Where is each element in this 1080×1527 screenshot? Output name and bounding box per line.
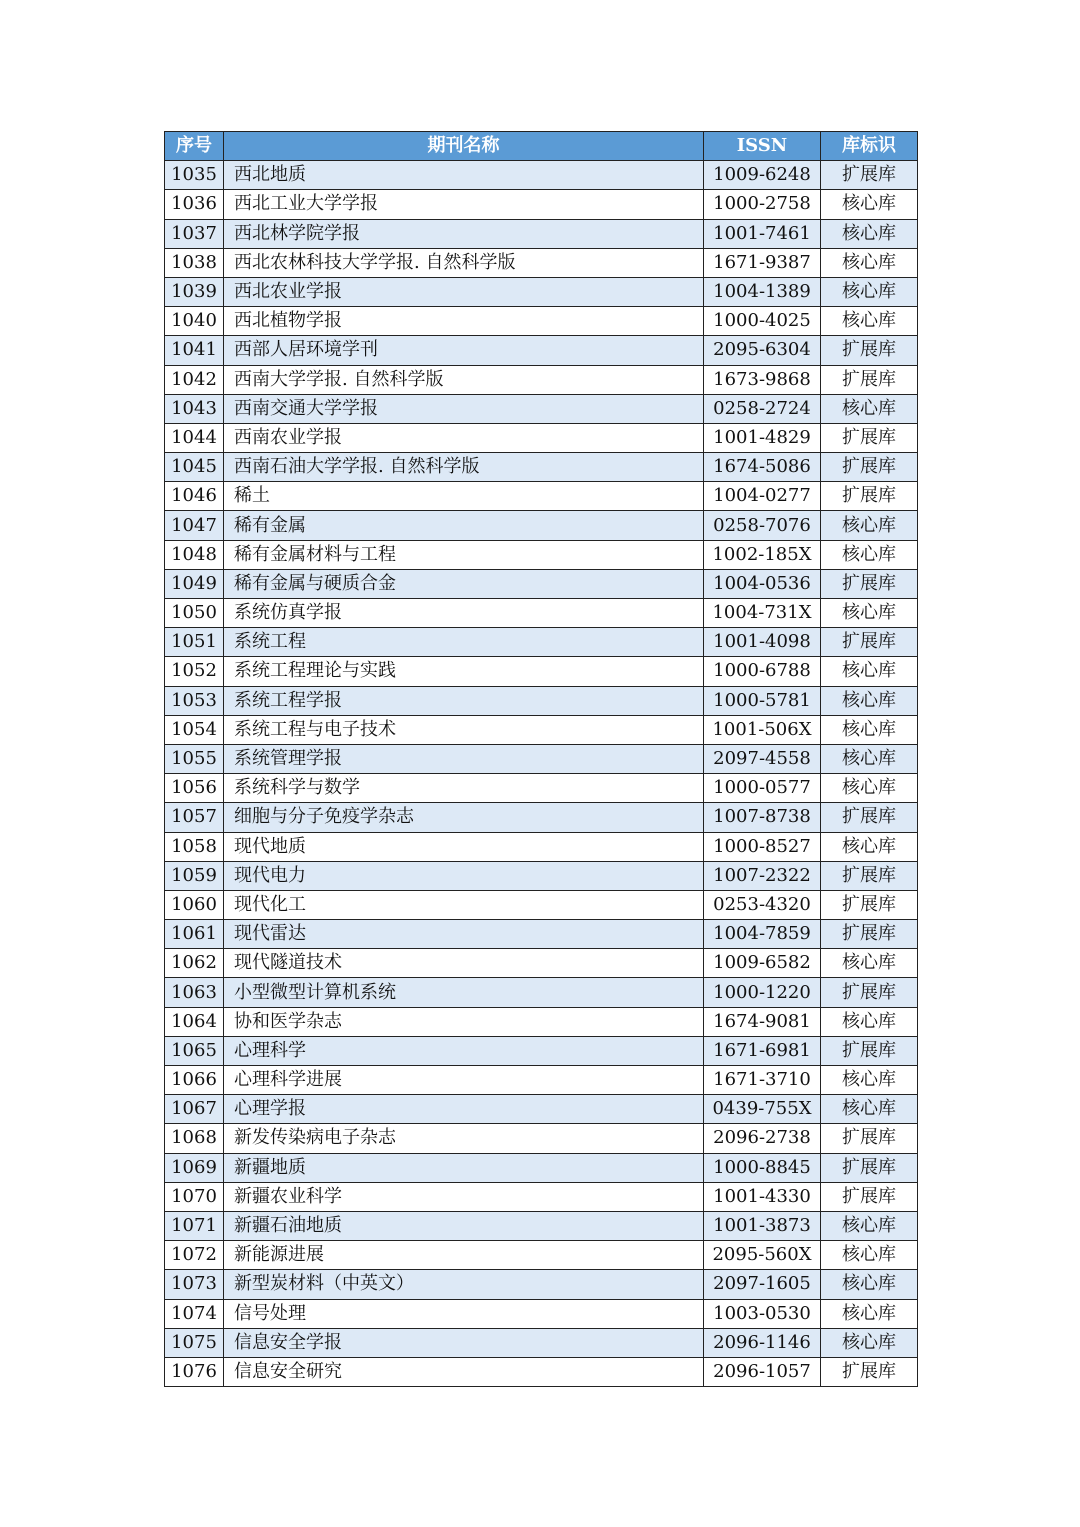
cell-serial-number: 1067 bbox=[165, 1095, 224, 1124]
table-row bbox=[165, 715, 918, 744]
cell-issn: 1001-506X bbox=[704, 715, 821, 744]
cell-library: 核心库 bbox=[821, 1007, 918, 1036]
cell-serial-number: 1065 bbox=[165, 1036, 224, 1065]
cell-journal-name: 新型炭材料（中英文） bbox=[224, 1270, 704, 1299]
cell-issn: 1007-2322 bbox=[704, 861, 821, 890]
cell-journal-name: 细胞与分子免疫学杂志 bbox=[224, 803, 704, 832]
cell-library: 扩展库 bbox=[821, 453, 918, 482]
cell-journal-name: 系统工程学报 bbox=[224, 686, 704, 715]
cell-serial-number: 1069 bbox=[165, 1153, 224, 1182]
cell-library: 扩展库 bbox=[821, 803, 918, 832]
cell-library: 扩展库 bbox=[821, 628, 918, 657]
table-row bbox=[165, 1328, 918, 1357]
cell-serial-number: 1036 bbox=[165, 190, 224, 219]
cell-issn: 1002-185X bbox=[704, 540, 821, 569]
cell-journal-name: 稀有金属与硬质合金 bbox=[224, 569, 704, 598]
cell-journal-name: 新疆农业科学 bbox=[224, 1182, 704, 1211]
table-row bbox=[165, 628, 918, 657]
cell-issn: 1003-0530 bbox=[704, 1299, 821, 1328]
cell-library: 核心库 bbox=[821, 715, 918, 744]
cell-serial-number: 1059 bbox=[165, 861, 224, 890]
cell-issn: 1674-9081 bbox=[704, 1007, 821, 1036]
cell-serial-number: 1074 bbox=[165, 1299, 224, 1328]
cell-issn: 2096-2738 bbox=[704, 1124, 821, 1153]
cell-issn: 0439-755X bbox=[704, 1095, 821, 1124]
table-row bbox=[165, 394, 918, 423]
cell-issn: 1009-6582 bbox=[704, 949, 821, 978]
cell-journal-name: 心理科学进展 bbox=[224, 1066, 704, 1095]
table-row bbox=[165, 1007, 918, 1036]
table-row bbox=[165, 920, 918, 949]
cell-library: 核心库 bbox=[821, 277, 918, 306]
table-header bbox=[165, 132, 918, 161]
table-row bbox=[165, 569, 918, 598]
cell-serial-number: 1057 bbox=[165, 803, 224, 832]
cell-issn: 0258-7076 bbox=[704, 511, 821, 540]
cell-journal-name: 稀有金属 bbox=[224, 511, 704, 540]
cell-library: 扩展库 bbox=[821, 890, 918, 919]
cell-journal-name: 新能源进展 bbox=[224, 1241, 704, 1270]
table-row bbox=[165, 832, 918, 861]
cell-issn: 1001-4829 bbox=[704, 423, 821, 452]
table-row bbox=[165, 1036, 918, 1065]
cell-issn: 1001-3873 bbox=[704, 1211, 821, 1240]
cell-journal-name: 西北工业大学学报 bbox=[224, 190, 704, 219]
cell-issn: 1007-8738 bbox=[704, 803, 821, 832]
header-library: 库标识 bbox=[821, 132, 918, 161]
cell-serial-number: 1076 bbox=[165, 1357, 224, 1386]
table-row bbox=[165, 774, 918, 803]
header-serial-number: 序号 bbox=[165, 132, 224, 161]
cell-journal-name: 现代化工 bbox=[224, 890, 704, 919]
table-body bbox=[165, 161, 918, 1387]
cell-issn: 1671-9387 bbox=[704, 248, 821, 277]
table-row bbox=[165, 803, 918, 832]
table-row bbox=[165, 219, 918, 248]
cell-journal-name: 现代雷达 bbox=[224, 920, 704, 949]
cell-issn: 1004-7859 bbox=[704, 920, 821, 949]
table-row bbox=[165, 336, 918, 365]
cell-issn: 1004-0277 bbox=[704, 482, 821, 511]
cell-library: 核心库 bbox=[821, 686, 918, 715]
cell-serial-number: 1072 bbox=[165, 1241, 224, 1270]
table-row bbox=[165, 423, 918, 452]
cell-library: 核心库 bbox=[821, 774, 918, 803]
cell-library: 扩展库 bbox=[821, 920, 918, 949]
table-row bbox=[165, 1357, 918, 1386]
cell-journal-name: 协和医学杂志 bbox=[224, 1007, 704, 1036]
cell-library: 核心库 bbox=[821, 744, 918, 773]
cell-serial-number: 1064 bbox=[165, 1007, 224, 1036]
cell-serial-number: 1075 bbox=[165, 1328, 224, 1357]
cell-journal-name: 西北农林科技大学学报. 自然科学版 bbox=[224, 248, 704, 277]
cell-library: 核心库 bbox=[821, 1066, 918, 1095]
cell-journal-name: 信号处理 bbox=[224, 1299, 704, 1328]
table-row bbox=[165, 307, 918, 336]
cell-library: 扩展库 bbox=[821, 1357, 918, 1386]
cell-journal-name: 西南交通大学学报 bbox=[224, 394, 704, 423]
cell-journal-name: 信息安全研究 bbox=[224, 1357, 704, 1386]
cell-library: 扩展库 bbox=[821, 336, 918, 365]
cell-serial-number: 1043 bbox=[165, 394, 224, 423]
cell-library: 扩展库 bbox=[821, 1036, 918, 1065]
cell-library: 核心库 bbox=[821, 1270, 918, 1299]
cell-library: 核心库 bbox=[821, 190, 918, 219]
cell-library: 扩展库 bbox=[821, 569, 918, 598]
cell-journal-name: 系统仿真学报 bbox=[224, 599, 704, 628]
cell-serial-number: 1055 bbox=[165, 744, 224, 773]
table-row bbox=[165, 1066, 918, 1095]
cell-serial-number: 1038 bbox=[165, 248, 224, 277]
cell-serial-number: 1066 bbox=[165, 1066, 224, 1095]
cell-issn: 1004-0536 bbox=[704, 569, 821, 598]
table-row bbox=[165, 1182, 918, 1211]
cell-issn: 2095-560X bbox=[704, 1241, 821, 1270]
cell-issn: 2096-1146 bbox=[704, 1328, 821, 1357]
cell-journal-name: 新疆地质 bbox=[224, 1153, 704, 1182]
cell-issn: 2097-1605 bbox=[704, 1270, 821, 1299]
table-row bbox=[165, 511, 918, 540]
cell-serial-number: 1035 bbox=[165, 161, 224, 190]
cell-library: 扩展库 bbox=[821, 1153, 918, 1182]
cell-library: 扩展库 bbox=[821, 365, 918, 394]
table-row bbox=[165, 1299, 918, 1328]
cell-library: 核心库 bbox=[821, 219, 918, 248]
cell-library: 扩展库 bbox=[821, 861, 918, 890]
cell-serial-number: 1070 bbox=[165, 1182, 224, 1211]
cell-library: 核心库 bbox=[821, 1328, 918, 1357]
journal-table bbox=[164, 131, 918, 1387]
cell-issn: 1004-731X bbox=[704, 599, 821, 628]
cell-serial-number: 1048 bbox=[165, 540, 224, 569]
cell-journal-name: 西北植物学报 bbox=[224, 307, 704, 336]
table-row bbox=[165, 861, 918, 890]
cell-issn: 1671-6981 bbox=[704, 1036, 821, 1065]
cell-journal-name: 系统工程与电子技术 bbox=[224, 715, 704, 744]
cell-library: 扩展库 bbox=[821, 482, 918, 511]
cell-serial-number: 1047 bbox=[165, 511, 224, 540]
cell-issn: 2096-1057 bbox=[704, 1357, 821, 1386]
cell-serial-number: 1041 bbox=[165, 336, 224, 365]
cell-issn: 1000-5781 bbox=[704, 686, 821, 715]
cell-issn: 1001-7461 bbox=[704, 219, 821, 248]
table-row bbox=[165, 949, 918, 978]
cell-issn: 1000-0577 bbox=[704, 774, 821, 803]
cell-library: 扩展库 bbox=[821, 978, 918, 1007]
cell-journal-name: 新发传染病电子杂志 bbox=[224, 1124, 704, 1153]
cell-issn: 1001-4330 bbox=[704, 1182, 821, 1211]
table-row bbox=[165, 482, 918, 511]
cell-serial-number: 1058 bbox=[165, 832, 224, 861]
cell-library: 扩展库 bbox=[821, 1124, 918, 1153]
cell-serial-number: 1052 bbox=[165, 657, 224, 686]
cell-issn: 2097-4558 bbox=[704, 744, 821, 773]
table-row bbox=[165, 890, 918, 919]
cell-serial-number: 1068 bbox=[165, 1124, 224, 1153]
cell-journal-name: 西北农业学报 bbox=[224, 277, 704, 306]
table-row bbox=[165, 599, 918, 628]
table-row bbox=[165, 277, 918, 306]
cell-journal-name: 系统工程理论与实践 bbox=[224, 657, 704, 686]
cell-library: 核心库 bbox=[821, 832, 918, 861]
table-row bbox=[165, 744, 918, 773]
cell-serial-number: 1044 bbox=[165, 423, 224, 452]
header-journal-name: 期刊名称 bbox=[224, 132, 704, 161]
cell-library: 核心库 bbox=[821, 657, 918, 686]
header-issn: ISSN bbox=[704, 132, 821, 161]
cell-serial-number: 1037 bbox=[165, 219, 224, 248]
table-row bbox=[165, 248, 918, 277]
cell-serial-number: 1039 bbox=[165, 277, 224, 306]
cell-journal-name: 系统工程 bbox=[224, 628, 704, 657]
cell-issn: 0253-4320 bbox=[704, 890, 821, 919]
cell-issn: 1000-8527 bbox=[704, 832, 821, 861]
cell-issn: 1009-6248 bbox=[704, 161, 821, 190]
cell-library: 核心库 bbox=[821, 599, 918, 628]
cell-library: 核心库 bbox=[821, 307, 918, 336]
cell-issn: 1000-1220 bbox=[704, 978, 821, 1007]
cell-journal-name: 现代隧道技术 bbox=[224, 949, 704, 978]
cell-library: 扩展库 bbox=[821, 161, 918, 190]
cell-journal-name: 西北地质 bbox=[224, 161, 704, 190]
cell-serial-number: 1045 bbox=[165, 453, 224, 482]
table-row bbox=[165, 1124, 918, 1153]
cell-journal-name: 西部人居环境学刊 bbox=[224, 336, 704, 365]
cell-issn: 1000-4025 bbox=[704, 307, 821, 336]
cell-journal-name: 心理学报 bbox=[224, 1095, 704, 1124]
table-row bbox=[165, 540, 918, 569]
cell-serial-number: 1053 bbox=[165, 686, 224, 715]
cell-serial-number: 1073 bbox=[165, 1270, 224, 1299]
cell-library: 核心库 bbox=[821, 511, 918, 540]
cell-serial-number: 1071 bbox=[165, 1211, 224, 1240]
cell-library: 核心库 bbox=[821, 1095, 918, 1124]
cell-journal-name: 小型微型计算机系统 bbox=[224, 978, 704, 1007]
cell-issn: 1000-8845 bbox=[704, 1153, 821, 1182]
cell-library: 核心库 bbox=[821, 1241, 918, 1270]
cell-issn: 0258-2724 bbox=[704, 394, 821, 423]
cell-serial-number: 1056 bbox=[165, 774, 224, 803]
cell-serial-number: 1060 bbox=[165, 890, 224, 919]
cell-serial-number: 1063 bbox=[165, 978, 224, 1007]
table-row bbox=[165, 978, 918, 1007]
cell-serial-number: 1042 bbox=[165, 365, 224, 394]
cell-journal-name: 西南农业学报 bbox=[224, 423, 704, 452]
cell-library: 核心库 bbox=[821, 540, 918, 569]
table-row bbox=[165, 1241, 918, 1270]
table-row bbox=[165, 1211, 918, 1240]
table-row bbox=[165, 1270, 918, 1299]
table-row bbox=[165, 1095, 918, 1124]
cell-journal-name: 系统科学与数学 bbox=[224, 774, 704, 803]
table-row bbox=[165, 365, 918, 394]
cell-journal-name: 西南石油大学学报. 自然科学版 bbox=[224, 453, 704, 482]
cell-journal-name: 西南大学学报. 自然科学版 bbox=[224, 365, 704, 394]
cell-serial-number: 1051 bbox=[165, 628, 224, 657]
cell-library: 核心库 bbox=[821, 949, 918, 978]
table-row bbox=[165, 657, 918, 686]
cell-library: 扩展库 bbox=[821, 1182, 918, 1211]
cell-library: 核心库 bbox=[821, 394, 918, 423]
cell-serial-number: 1061 bbox=[165, 920, 224, 949]
cell-journal-name: 稀土 bbox=[224, 482, 704, 511]
cell-serial-number: 1040 bbox=[165, 307, 224, 336]
cell-issn: 1671-3710 bbox=[704, 1066, 821, 1095]
cell-serial-number: 1054 bbox=[165, 715, 224, 744]
table-row bbox=[165, 1153, 918, 1182]
cell-issn: 1004-1389 bbox=[704, 277, 821, 306]
cell-issn: 1001-4098 bbox=[704, 628, 821, 657]
cell-issn: 1673-9868 bbox=[704, 365, 821, 394]
cell-journal-name: 西北林学院学报 bbox=[224, 219, 704, 248]
cell-library: 核心库 bbox=[821, 248, 918, 277]
cell-journal-name: 稀有金属材料与工程 bbox=[224, 540, 704, 569]
cell-journal-name: 系统管理学报 bbox=[224, 744, 704, 773]
cell-issn: 1000-6788 bbox=[704, 657, 821, 686]
cell-serial-number: 1046 bbox=[165, 482, 224, 511]
cell-journal-name: 心理科学 bbox=[224, 1036, 704, 1065]
cell-library: 扩展库 bbox=[821, 423, 918, 452]
cell-serial-number: 1062 bbox=[165, 949, 224, 978]
table-row bbox=[165, 686, 918, 715]
cell-serial-number: 1050 bbox=[165, 599, 224, 628]
cell-library: 核心库 bbox=[821, 1211, 918, 1240]
cell-journal-name: 现代电力 bbox=[224, 861, 704, 890]
table-row bbox=[165, 161, 918, 190]
cell-journal-name: 信息安全学报 bbox=[224, 1328, 704, 1357]
cell-issn: 2095-6304 bbox=[704, 336, 821, 365]
cell-library: 核心库 bbox=[821, 1299, 918, 1328]
cell-journal-name: 新疆石油地质 bbox=[224, 1211, 704, 1240]
cell-journal-name: 现代地质 bbox=[224, 832, 704, 861]
header-row bbox=[165, 132, 918, 161]
cell-issn: 1674-5086 bbox=[704, 453, 821, 482]
cell-issn: 1000-2758 bbox=[704, 190, 821, 219]
table-row bbox=[165, 453, 918, 482]
table-row bbox=[165, 190, 918, 219]
cell-serial-number: 1049 bbox=[165, 569, 224, 598]
